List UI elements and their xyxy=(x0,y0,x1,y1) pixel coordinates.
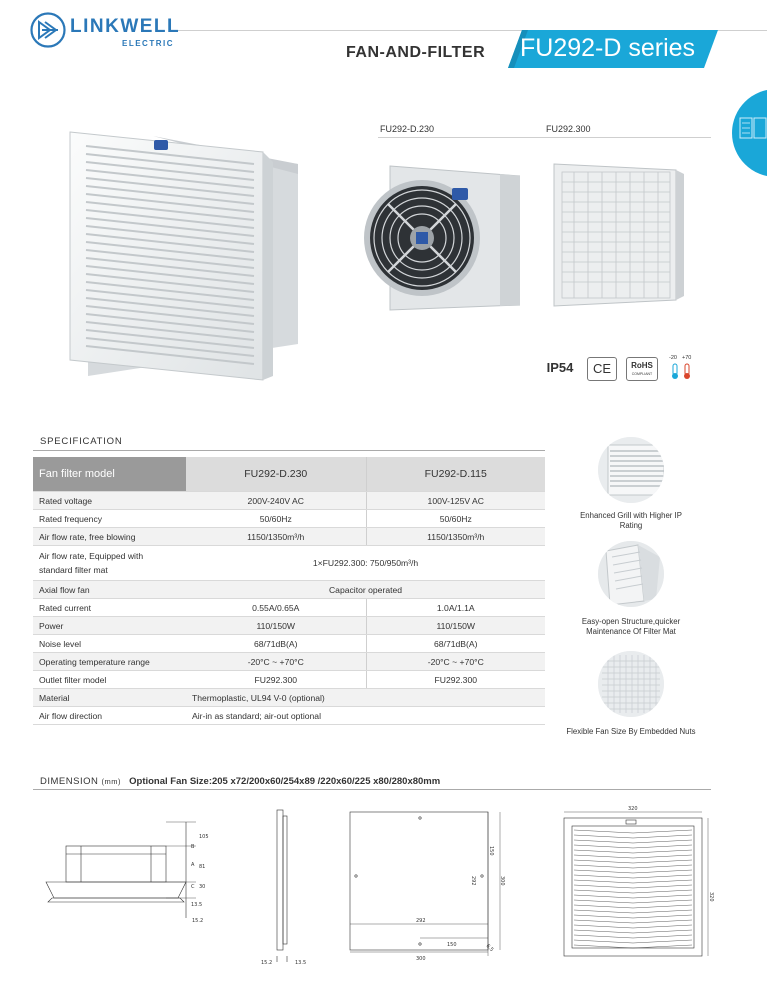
dim-profile-left: 15.2 xyxy=(261,960,273,966)
grille-louvre-line xyxy=(574,845,692,848)
grille-louvre-line xyxy=(574,920,692,923)
dim-c-letter: C xyxy=(191,884,195,890)
grille-louvre-line xyxy=(574,895,692,898)
filter-model-label: FU292.300 xyxy=(546,124,591,134)
row-label xyxy=(33,546,186,581)
rohs-subtext: COMPLIANT xyxy=(631,372,653,376)
row-label: Rated current xyxy=(33,599,186,617)
feature-easy-open-line: Maintenance Of Filter Mat xyxy=(586,627,676,636)
row-label: Air flow direction xyxy=(33,707,186,725)
grille-louvre-line xyxy=(574,875,692,878)
grille-louvre-line xyxy=(574,830,692,833)
row-label-line: standard filter mat xyxy=(39,565,108,575)
dim-back-h2: 292 xyxy=(470,876,476,886)
dimension-title xyxy=(40,776,440,787)
table-row xyxy=(33,581,545,599)
row-label: Material xyxy=(33,689,186,707)
grille-louvre-line xyxy=(574,915,692,918)
header-col-115: FU292-D.115 xyxy=(366,457,545,492)
grille-louvre-line xyxy=(574,865,692,868)
dimension-heading: DIMENSION xyxy=(40,776,99,787)
brand-logo[interactable] xyxy=(30,12,210,48)
row-value: 0.55A/0.65A xyxy=(186,599,366,617)
header-col-230: FU292-D.230 xyxy=(186,457,366,492)
feature-grill-label: Enhanced Grill with Higher IP Rating xyxy=(580,511,682,530)
row-value: 50/60Hz xyxy=(366,510,545,528)
grille-louvre-line xyxy=(574,840,692,843)
grille-louvre-line xyxy=(574,910,692,913)
row-value: 50/60Hz xyxy=(186,510,366,528)
table-row xyxy=(33,689,545,707)
fan-model-label: FU292-D.230 xyxy=(380,124,435,134)
series-title: FU292-D series xyxy=(520,34,696,62)
row-label: Noise level xyxy=(33,635,186,653)
grille-louvre-line xyxy=(574,925,692,928)
grille-louvre-line xyxy=(574,935,692,938)
row-value: 1150/1350m³/h xyxy=(186,528,366,546)
specification-title: SPECIFICATION xyxy=(40,436,123,447)
category-title: FAN-AND-FILTER xyxy=(346,44,486,61)
row-value: FU292.300 xyxy=(186,671,366,689)
front-view-drawing xyxy=(556,806,716,962)
table-row xyxy=(33,671,545,689)
row-value: 68/71dB(A) xyxy=(186,635,366,653)
optional-fan-sizes: Optional Fan Size:205 x72/200x60/254x89 /220x60/225 x80/280x80mm xyxy=(129,776,441,787)
row-label: Rated voltage xyxy=(33,492,186,510)
filter-outlet-image xyxy=(548,160,688,310)
table-row xyxy=(33,635,545,653)
row-value: 1.0A/1.1A xyxy=(366,599,545,617)
row-value: -20°C ~ +70°C xyxy=(186,653,366,671)
dim-back-hole: 6.5 xyxy=(484,943,495,954)
rohs-badge xyxy=(626,357,658,381)
row-label: Air flow rate, free blowing xyxy=(33,528,186,546)
brand-subtitle: ELECTRIC xyxy=(122,39,174,48)
grille-louvre-line xyxy=(574,850,692,853)
easy-open-detail-icon xyxy=(598,541,664,607)
dim-front-width: 320 xyxy=(628,806,638,812)
grille-louvre-line xyxy=(574,890,692,893)
table-row xyxy=(33,492,545,510)
row-value: Capacitor operated xyxy=(186,581,545,599)
embedded-nuts-detail-icon xyxy=(598,651,664,717)
temp-high-label: +70 xyxy=(682,355,692,361)
dim-back-w1: 292 xyxy=(416,918,426,924)
brand-name: LINKWELL xyxy=(70,16,181,37)
row-value: -20°C ~ +70°C xyxy=(366,653,545,671)
row-label-line: Air flow rate, Equipped with xyxy=(39,551,144,561)
linkwell-logo-icon xyxy=(30,12,66,48)
specification-rule xyxy=(33,450,545,451)
grille-louvre-line xyxy=(574,885,692,888)
dimension-rule xyxy=(33,789,711,790)
row-label: Rated frequency xyxy=(33,510,186,528)
row-label: Operating temperature range xyxy=(33,653,186,671)
table-row xyxy=(33,510,545,528)
dim-a-letter: A xyxy=(191,862,195,868)
header-model-label: Fan filter model xyxy=(33,457,186,492)
feature-embedded-nuts-label: Flexible Fan Size By Embedded Nuts xyxy=(566,727,696,736)
row-value: 68/71dB(A) xyxy=(366,635,545,653)
table-row xyxy=(33,653,545,671)
dim-c2-value: 30 xyxy=(199,884,206,890)
row-label: Axial flow fan xyxy=(33,581,186,599)
grille-louvre-line xyxy=(574,900,692,903)
grille-louvre-line xyxy=(574,860,692,863)
table-row xyxy=(33,599,545,617)
fan-filter-front-image xyxy=(58,128,308,388)
row-value: FU292.300 xyxy=(366,671,545,689)
grille-louvre-line xyxy=(574,905,692,908)
thermometer-icon xyxy=(671,363,695,380)
fan-rear-image xyxy=(360,160,520,315)
ip54-badge: IP54 xyxy=(545,357,575,379)
rohs-text: RoHS xyxy=(631,361,653,370)
feature-easy-open-image xyxy=(598,541,664,607)
dim-c-value: 13.5 xyxy=(191,902,203,908)
row-label: Outlet filter model xyxy=(33,671,186,689)
dim-back-w2: 150 xyxy=(447,942,457,948)
profile-drawing xyxy=(255,806,315,966)
dimension-unit: (mm) xyxy=(101,777,121,786)
dim-front-height: 320 xyxy=(708,892,714,902)
table-row xyxy=(33,528,545,546)
dim-bottom-value: 15.2 xyxy=(192,918,204,924)
temperature-range-badge xyxy=(667,355,697,381)
row-value: 200V-240V AC xyxy=(186,492,366,510)
table-row xyxy=(33,546,545,581)
table-row xyxy=(33,617,545,635)
ce-badge: CE xyxy=(587,357,617,381)
grille-louvre-line xyxy=(574,930,692,933)
grille-louvre-line xyxy=(574,855,692,858)
grill-detail-icon xyxy=(598,437,664,503)
grille-louvre-line xyxy=(574,870,692,873)
dim-back-w3: 300 xyxy=(416,956,426,962)
row-label: Power xyxy=(33,617,186,635)
row-value: 1150/1350m³/h xyxy=(366,528,545,546)
dim-a-value: 81 xyxy=(199,864,206,870)
row-value: 110/150W xyxy=(366,617,545,635)
table-header-row xyxy=(33,457,545,492)
temp-low-label: -20 xyxy=(669,355,677,361)
grille-louvre-line xyxy=(574,945,692,948)
feature-easy-open-line: Easy-open Structure,quicker xyxy=(581,617,681,626)
dim-b-value: 105 xyxy=(199,834,209,840)
dim-back-h3: 300 xyxy=(499,876,505,886)
row-value: 1×FU292.300: 750/950m³/h xyxy=(186,546,545,581)
feature-easy-open-label xyxy=(575,617,687,637)
row-value: Thermoplastic, UL94 V-0 (optional) xyxy=(186,689,545,707)
side-view-drawing xyxy=(36,818,216,933)
table-row xyxy=(33,707,545,725)
dim-profile-right: 13.5 xyxy=(295,960,307,966)
row-value: 100V-125V AC xyxy=(366,492,545,510)
grille-louvre-line xyxy=(574,835,692,838)
back-view-drawing xyxy=(340,806,510,966)
row-value: Air-in as standard; air-out optional xyxy=(186,707,545,725)
dim-b-letter: B xyxy=(191,844,195,850)
grille-louvre-line xyxy=(574,880,692,883)
dim-back-h1: 150 xyxy=(488,846,494,856)
product-label-rule xyxy=(378,137,711,138)
feature-embedded-nuts-image xyxy=(598,651,664,717)
series-banner xyxy=(508,30,718,68)
feature-grill-image xyxy=(598,437,664,503)
specification-table xyxy=(33,457,545,725)
row-value: 110/150W xyxy=(186,617,366,635)
grille-louvre-line xyxy=(574,940,692,943)
side-page-tab-icon xyxy=(728,88,767,178)
